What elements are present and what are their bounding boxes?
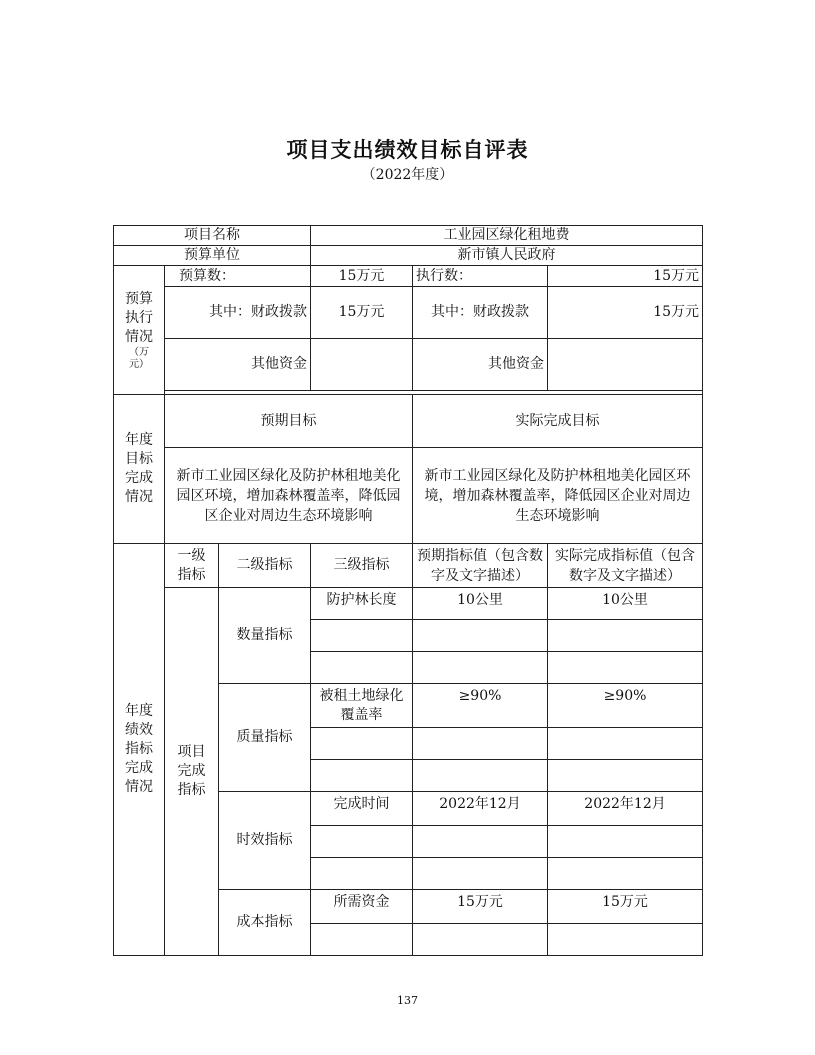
expected-cell: 10公里 bbox=[413, 588, 548, 620]
other-funds-budget-value bbox=[311, 339, 413, 391]
indicator-row bbox=[114, 588, 703, 620]
indicator-label-2: 绩效 bbox=[125, 722, 153, 738]
level2-cell: 质量指标 bbox=[219, 684, 311, 792]
budget-exec-label-1: 预算 bbox=[125, 290, 153, 307]
col-level3-header: 三级指标 bbox=[311, 544, 413, 588]
goal-text-row bbox=[114, 448, 703, 544]
budget-exec-unit-2: 元） bbox=[129, 358, 149, 370]
other-funds-exec-label: 其他资金 bbox=[413, 339, 548, 391]
expected-cell bbox=[413, 858, 548, 890]
level1-cell bbox=[165, 588, 219, 956]
project-name-row bbox=[114, 226, 703, 246]
fiscal-exec-label: 其中：财政拨款 bbox=[413, 287, 548, 339]
actual-cell: 15万元 bbox=[548, 890, 703, 924]
expected-cell: 15万元 bbox=[413, 890, 548, 924]
level3-cell bbox=[311, 760, 413, 792]
budget-amount-label: 预算数： bbox=[165, 266, 311, 287]
level1-label-1: 项目 bbox=[177, 744, 206, 760]
budget-exec-label bbox=[114, 266, 165, 395]
level3-cell bbox=[311, 652, 413, 684]
budget-amount-value: 15万元 bbox=[311, 266, 413, 287]
actual-cell bbox=[548, 728, 703, 760]
budget-unit-value: 新市镇人民政府 bbox=[311, 246, 703, 266]
level3-cell: 防护林长度 bbox=[311, 588, 413, 620]
actual-cell bbox=[548, 924, 703, 956]
expected-cell: ≥90% bbox=[413, 684, 548, 728]
level3-cell bbox=[311, 858, 413, 890]
level3-cell: 完成时间 bbox=[311, 792, 413, 826]
budget-exec-label-3: 情况 bbox=[125, 328, 153, 345]
goal-header-row bbox=[114, 395, 703, 448]
expected-cell bbox=[413, 760, 548, 792]
actual-cell bbox=[548, 620, 703, 652]
expected-cell bbox=[413, 826, 548, 858]
actual-goal-text: 新市工业园区绿化及防护林租地美化园区环境，增加森林覆盖率，降低园区企业对周边生态环境影响 bbox=[413, 448, 703, 544]
other-funds-exec-value bbox=[548, 339, 703, 391]
expected-goal-header: 预期目标 bbox=[165, 395, 413, 448]
actual-goal-header: 实际完成目标 bbox=[413, 395, 703, 448]
project-name-label: 项目名称 bbox=[114, 226, 311, 246]
other-funds-row bbox=[114, 339, 703, 391]
actual-cell bbox=[548, 858, 703, 890]
col-level1-header bbox=[165, 544, 219, 588]
indicator-label-3: 指标 bbox=[125, 741, 153, 757]
other-funds-label: 其他资金 bbox=[165, 339, 311, 391]
budget-exec-unit-1: （万 bbox=[129, 346, 149, 358]
annual-goal-label-3: 完成 bbox=[125, 470, 153, 486]
actual-cell: 10公里 bbox=[548, 588, 703, 620]
level3-cell: 所需资金 bbox=[311, 890, 413, 924]
indicator-label bbox=[114, 544, 165, 956]
col-actual-header: 实际完成指标值（包含数字及文字描述） bbox=[548, 544, 703, 588]
fiscal-label: 其中：财政拨款 bbox=[165, 287, 311, 339]
indicator-label-1: 年度 bbox=[125, 703, 153, 719]
actual-cell bbox=[548, 652, 703, 684]
level2-cell: 成本指标 bbox=[219, 890, 311, 956]
col-expected-header: 预期指标值（包含数字及文字描述） bbox=[413, 544, 548, 588]
level1-label-2: 完成 bbox=[177, 763, 206, 779]
level3-cell bbox=[311, 826, 413, 858]
expected-cell bbox=[413, 652, 548, 684]
exec-amount-value: 15万元 bbox=[548, 266, 703, 287]
indicator-label-4: 完成 bbox=[125, 760, 153, 776]
level1-label-3: 指标 bbox=[177, 782, 206, 798]
budget-unit-row bbox=[114, 246, 703, 266]
exec-amount-label: 执行数： bbox=[413, 266, 548, 287]
budget-amount-row bbox=[114, 266, 703, 287]
budget-unit-label: 预算单位 bbox=[114, 246, 311, 266]
actual-cell bbox=[548, 826, 703, 858]
actual-cell bbox=[548, 760, 703, 792]
expected-cell bbox=[413, 728, 548, 760]
level3-cell bbox=[311, 620, 413, 652]
indicator-label-5: 情况 bbox=[125, 779, 153, 795]
expected-cell bbox=[413, 924, 548, 956]
actual-cell: ≥90% bbox=[548, 684, 703, 728]
fiscal-exec-value: 15万元 bbox=[548, 287, 703, 339]
annual-goal-label-1: 年度 bbox=[125, 432, 153, 448]
performance-table bbox=[113, 225, 703, 956]
indicator-header-row bbox=[114, 544, 703, 588]
level2-cell: 数量指标 bbox=[219, 588, 311, 684]
annual-goal-label bbox=[114, 395, 165, 544]
page-number: 137 bbox=[397, 994, 418, 1007]
expected-goal-text: 新市工业园区绿化及防护林租地美化园区环境，增加森林覆盖率，降低园区企业对周边生态环境影响 bbox=[165, 448, 413, 544]
level3-cell bbox=[311, 728, 413, 760]
page-title: 项目支出绩效目标自评表 bbox=[286, 138, 529, 162]
fiscal-budget-value: 15万元 bbox=[311, 287, 413, 339]
actual-cell: 2022年12月 bbox=[548, 792, 703, 826]
annual-goal-label-4: 情况 bbox=[125, 489, 153, 505]
col-level1-header-1: 一级 bbox=[177, 547, 206, 564]
expected-cell bbox=[413, 620, 548, 652]
page-subtitle: （2022年度） bbox=[361, 167, 454, 183]
level2-cell: 时效指标 bbox=[219, 792, 311, 890]
annual-goal-label-2: 目标 bbox=[125, 451, 153, 467]
budget-exec-label-2: 执行 bbox=[125, 309, 153, 326]
col-level2-header: 二级指标 bbox=[219, 544, 311, 588]
project-name-value: 工业园区绿化租地费 bbox=[311, 226, 703, 246]
expected-cell: 2022年12月 bbox=[413, 792, 548, 826]
level3-cell bbox=[311, 924, 413, 956]
level3-cell: 被租土地绿化覆盖率 bbox=[311, 684, 413, 728]
fiscal-row bbox=[114, 287, 703, 339]
col-level1-header-2: 指标 bbox=[177, 566, 206, 583]
